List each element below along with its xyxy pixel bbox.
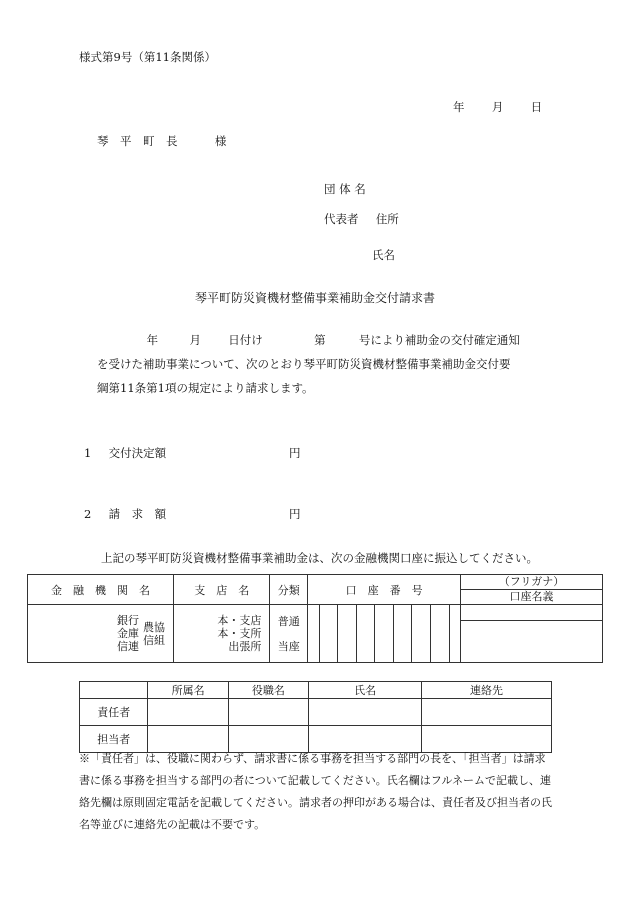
account-number-cell[interactable] — [308, 605, 461, 663]
body-paragraph — [97, 328, 567, 400]
header-affiliation: 所属名 — [148, 682, 228, 699]
form-number: 様式第9号（第11条関係） — [79, 50, 216, 64]
account-holder-cell[interactable] — [461, 605, 603, 663]
affiliation-field[interactable] — [148, 699, 228, 726]
header-furigana: （フリガナ） — [461, 575, 602, 590]
header-branch: 支 店 名 — [174, 575, 270, 605]
header-position: 役職名 — [228, 682, 308, 699]
item-1 — [84, 445, 166, 461]
representative-label: 代表者 — [324, 212, 359, 226]
header-name: 氏名 — [309, 682, 422, 699]
date-line — [453, 99, 542, 115]
branch-cell[interactable]: 本・支店 本・支所 出張所 — [174, 605, 270, 663]
item-label: 請 求 額 — [108, 507, 167, 521]
representative-address-label — [324, 211, 399, 227]
header-type: 分類 — [270, 575, 308, 605]
date-month: 月 — [491, 100, 504, 114]
note-text: ※「責任者」は、役職に関わらず、請求書に係る事務を担当する部門の長を、「担当者」は請求書に係る事務を担当する部門の者について記載してください。氏名欄はフルネームで記載し、連絡先欄は原則固定電話を記載してください。請求者の押印がある場合は、責任者及び担当者の氏名等並びに連絡先の記載は不要です。 — [79, 752, 552, 831]
addressee-honorific: 様 — [214, 134, 227, 148]
addressee-name: 琴 平 町 長 — [97, 134, 178, 148]
header-contact: 連絡先 — [422, 682, 552, 699]
contact-field[interactable] — [422, 699, 552, 726]
bank-account-table — [27, 574, 603, 663]
document-title: 琴平町防災資機材整備事業補助金交付請求書 — [194, 291, 435, 305]
item-number: 2 — [84, 507, 92, 521]
body-line-1: 年 月 日付け 第 号により補助金の交付確定通知 — [146, 333, 520, 347]
header-blank — [80, 682, 148, 699]
addressee — [97, 133, 226, 149]
table-row — [80, 699, 552, 726]
group-name-label: 団 体 名 — [324, 182, 366, 196]
date-day: 日 — [530, 100, 543, 114]
header-institution: 金 融 機 関 名 — [28, 575, 174, 605]
date-year: 年 — [453, 100, 465, 114]
header-account-number: 口 座 番 号 — [308, 575, 461, 605]
account-name-field[interactable] — [461, 621, 602, 662]
address-label: 住所 — [375, 212, 399, 226]
body-line-2: を受けた補助事業について、次のとおり琴平町防災資機材整備事業補助金交付要 — [97, 357, 511, 371]
body-line-3: 綱第11条第1項の規定により請求します。 — [97, 381, 314, 395]
furigana-field[interactable] — [461, 605, 602, 621]
item-1-unit: 円 — [289, 446, 301, 460]
header-account-name: 口座名義 — [509, 590, 554, 603]
responsible-table — [79, 681, 552, 753]
institution-cell[interactable]: 銀行 金庫 信連 農協 信組 — [28, 605, 174, 663]
type-cell[interactable]: 普通 当座 — [270, 605, 308, 663]
transfer-text: 上記の琴平町防災資機材整備事業補助金は、次の金融機関口座に振込してください。 — [101, 551, 538, 565]
item-2 — [84, 506, 166, 522]
item-number: 1 — [84, 446, 92, 460]
row-label: 担当者 — [80, 726, 148, 753]
position-field[interactable] — [228, 699, 308, 726]
item-2-unit: 円 — [289, 507, 301, 521]
row-label: 責任者 — [80, 699, 148, 726]
name-field[interactable] — [309, 699, 422, 726]
item-label: 交付決定額 — [108, 446, 167, 460]
header-account-holder — [461, 575, 603, 605]
name-label: 氏名 — [372, 248, 395, 262]
